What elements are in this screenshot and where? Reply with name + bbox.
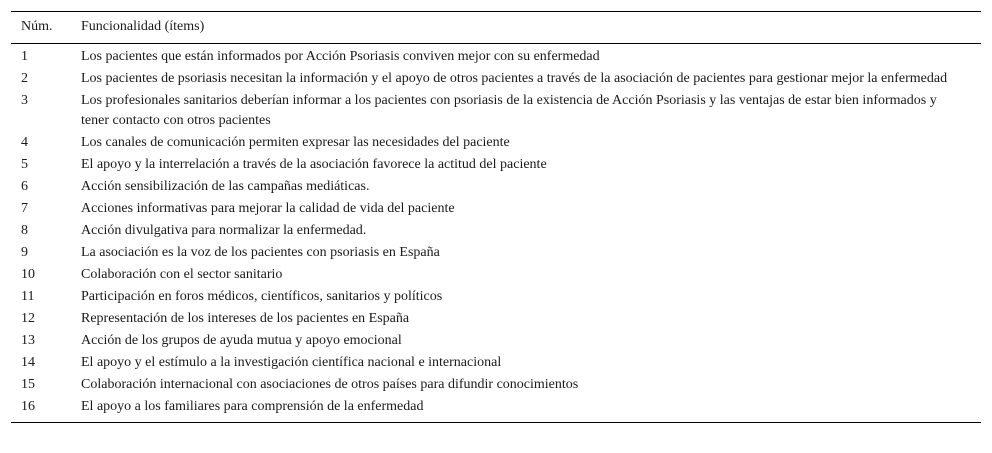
table-row [11,352,981,374]
row-number: 2 [21,71,28,86]
table-row [11,286,981,308]
row-number: 11 [21,289,35,304]
row-functionality-text: El apoyo y el estímulo a la investigación científica nacional e internacional [81,355,502,370]
row-functionality-text: El apoyo y la interrelación a través de la asociación favorece la actitud del paciente [81,157,547,172]
row-number: 14 [21,355,35,370]
row-number: 9 [21,245,28,260]
row-functionality-text: Colaboración internacional con asociaciones de otros países para difundir conocimientos [81,377,579,392]
row-functionality-text: Colaboración con el sector sanitario [81,267,283,282]
row-functionality-text: Los canales de comunicación permiten expresar las necesidades del paciente [81,135,510,150]
row-number: 10 [21,267,35,282]
row-functionality-text: Acción divulgativa para normalizar la enfermedad. [81,223,367,238]
table-row [11,132,981,154]
row-number: 1 [21,49,28,64]
table-row [11,176,981,198]
table-row [11,90,981,132]
table-row [11,220,981,242]
table-row [11,264,981,286]
row-functionality-text: La asociación es la voz de los pacientes con psoriasis en España [81,245,440,260]
row-functionality-text: Los pacientes que están informados por Acción Psoriasis conviven mejor con su enfermedad [81,49,600,64]
row-functionality-text: Representación de los intereses de los pacientes en España [81,311,410,326]
header-num: Núm. [21,19,53,34]
row-number: 15 [21,377,35,392]
table-row [11,308,981,330]
row-functionality-text: Participación en foros médicos, científicos, sanitarios y políticos [81,289,443,304]
row-functionality-text: Acción de los grupos de ayuda mutua y apoyo emocional [81,333,402,348]
row-number: 6 [21,179,28,194]
header-row [11,12,981,44]
table-header [11,12,981,44]
table-row [11,68,981,90]
table-row [11,198,981,220]
table-row [11,330,981,352]
row-number: 3 [21,93,28,108]
row-number: 16 [21,399,35,414]
table-body [11,44,981,423]
row-number: 8 [21,223,28,238]
table-row [11,396,981,423]
header-functionality: Funcionalidad (ítems) [81,19,205,34]
row-number: 4 [21,135,28,150]
table-row [11,44,981,69]
row-number: 7 [21,201,28,216]
row-functionality-text: El apoyo a los familiares para comprensión de la enfermedad [81,399,424,414]
row-number: 5 [21,157,28,172]
row-functionality-text: Los pacientes de psoriasis necesitan la información y el apoyo de otros pacientes a través de la asociación de pacientes para gestionar mejor la enfermedad [81,71,948,86]
row-functionality-text: Acción sensibilización de las campañas mediáticas. [81,179,370,194]
table-row [11,242,981,264]
functionality-table-container [11,11,981,423]
row-functionality-text: Los profesionales sanitarios deberían informar a los pacientes con psoriasis de la existencia de Acción Psoriasis y las ventajas de estar bien informados y tener contacto con otros pacientes [81,93,937,128]
row-number: 13 [21,333,35,348]
table-row [11,154,981,176]
functionality-table [11,11,981,423]
row-functionality-text: Acciones informativas para mejorar la calidad de vida del paciente [81,201,455,216]
table-row [11,374,981,396]
row-number: 12 [21,311,35,326]
